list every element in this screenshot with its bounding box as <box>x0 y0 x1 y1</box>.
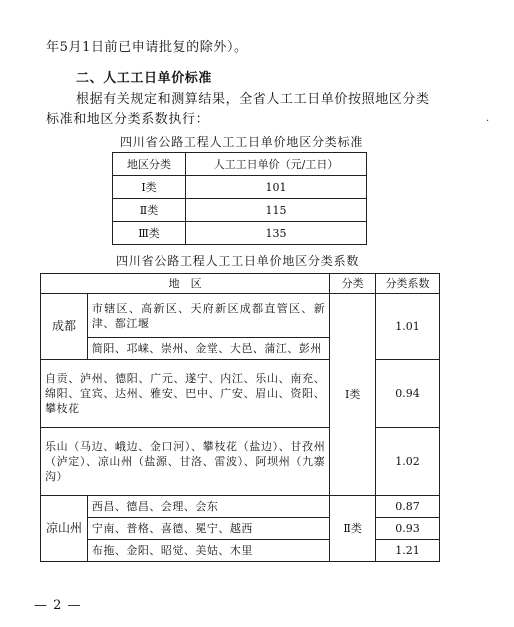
table-row <box>41 294 440 338</box>
region-areas-cell: 市辖区、高新区、天府新区成都直管区、新津、都江堰 <box>87 294 329 338</box>
class-label-cell: Ⅱ类 <box>330 496 376 562</box>
table-row <box>41 360 440 428</box>
table-header-row <box>113 153 367 176</box>
page-number: — 2 — <box>34 598 82 613</box>
category-cell: Ⅲ类 <box>113 222 186 245</box>
region-group-label: 凉山州 <box>41 496 88 562</box>
region-coefficient-table <box>40 273 440 562</box>
column-header: 地 区 <box>41 274 330 294</box>
coefficient-cell: 1.21 <box>376 540 440 562</box>
coefficient-cell: 0.87 <box>376 496 440 518</box>
region-areas-cell: 布拖、金阳、昭觉、美姑、木里 <box>87 540 329 562</box>
column-header: 人工工日单价（元/工日） <box>186 153 367 176</box>
coefficient-cell: 0.94 <box>376 360 440 428</box>
region-areas-cell: 西昌、德昌、会理、会东 <box>87 496 329 518</box>
table-caption: 四川省公路工程人工工日单价地区分类系数 <box>116 254 360 268</box>
wage-standard-table <box>112 152 367 245</box>
table-row <box>41 428 440 496</box>
table-row <box>113 176 367 199</box>
class-label-cell: Ⅰ类 <box>330 294 376 496</box>
table-row <box>113 199 367 222</box>
region-areas-cell: 乐山（马边、峨边、金口河）、攀枝花（盐边）、甘孜州（泸定）、凉山州（盐源、甘洛、雷波）、阿坝州（九寨沟） <box>41 428 330 496</box>
region-group-label: 成都 <box>41 294 88 360</box>
coefficient-cell: 1.02 <box>376 428 440 496</box>
margin-mark: · <box>486 116 490 127</box>
paragraph-line: 年5月1日前已申请批复的除外）。 <box>46 40 248 55</box>
table-caption: 四川省公路工程人工工日单价地区分类标准 <box>120 135 364 149</box>
region-areas-cell: 简阳、邛崃、崇州、金堂、大邑、蒲江、彭州 <box>87 338 329 360</box>
column-header: 分类系数 <box>376 274 440 294</box>
table-header-row <box>41 274 440 294</box>
category-cell: Ⅱ类 <box>113 199 186 222</box>
price-cell: 115 <box>186 199 367 222</box>
paragraph-line: 标准和地区分类系数执行： <box>46 112 210 127</box>
coefficient-cell: 0.93 <box>376 518 440 540</box>
table-row <box>41 518 440 540</box>
table-row <box>41 496 440 518</box>
region-areas-cell: 自贡、泸州、德阳、广元、遂宁、内江、乐山、南充、绵阳、宜宾、达州、雅安、巴中、广安、眉山、资阳、攀枝花 <box>41 360 330 428</box>
table-row <box>113 222 367 245</box>
price-cell: 135 <box>186 222 367 245</box>
table-row <box>41 540 440 562</box>
column-header: 地区分类 <box>113 153 186 176</box>
section-heading: 二、人工工日单价标准 <box>76 71 213 86</box>
price-cell: 101 <box>186 176 367 199</box>
paragraph-line: 根据有关规定和测算结果，全省人工工日单价按照地区分类 <box>76 92 430 107</box>
column-header: 分类 <box>330 274 376 294</box>
region-areas-cell: 宁南、普格、喜德、冕宁、越西 <box>87 518 329 540</box>
category-cell: Ⅰ类 <box>113 176 186 199</box>
coefficient-cell: 1.01 <box>376 294 440 360</box>
